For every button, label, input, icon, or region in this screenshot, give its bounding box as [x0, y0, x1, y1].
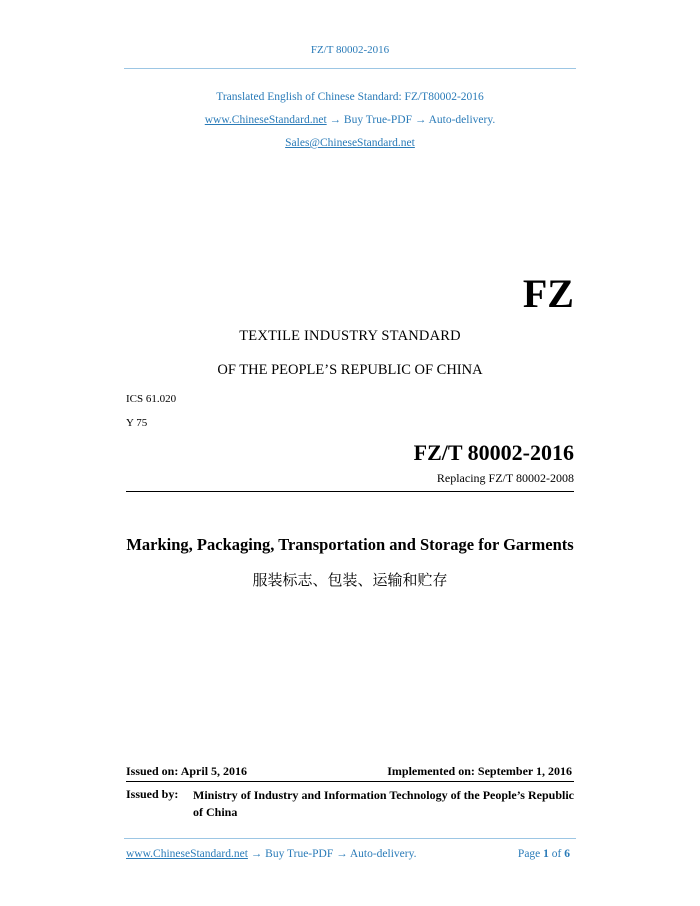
- translation-notice: Translated English of Chinese Standard: FZ/T80002-2016: [216, 91, 484, 103]
- document-title-en: Marking, Packaging, Transportation and Storage for Garments: [126, 535, 574, 554]
- page-current: 1: [543, 848, 549, 860]
- email-link[interactable]: Sales@ChineseStandard.net: [285, 137, 415, 149]
- email-row: [0, 137, 700, 149]
- footer-delivery-text: → Buy True-PDF → Auto-delivery.: [250, 848, 417, 860]
- implemented-on: Implemented on: September 1, 2016: [387, 764, 572, 778]
- translation-links: [0, 114, 700, 126]
- classification-code: Y 75: [126, 417, 148, 429]
- page-indicator: [518, 848, 570, 860]
- issued-by-authority: Ministry of Industry and Information Technology of the People’s Republic of China: [193, 788, 574, 819]
- ics-number: ICS 61.020: [126, 393, 177, 405]
- delivery-text: → Buy True-PDF → Auto-delivery.: [329, 114, 496, 126]
- page-of: of: [551, 848, 562, 860]
- footer-divider: [124, 838, 576, 839]
- standard-code: FZ/T 80002-2016: [413, 440, 574, 465]
- fz-logo-text: FZ: [522, 271, 574, 316]
- website-link[interactable]: www.ChineseStandard.net: [204, 114, 327, 126]
- standard-type-line2: OF THE PEOPLE’S REPUBLIC OF CHINA: [217, 362, 483, 378]
- footer-website-link[interactable]: www.ChineseStandard.net: [126, 848, 248, 860]
- issue-divider: [126, 781, 574, 782]
- footer-links: [126, 848, 416, 860]
- document-title-cn: 服装标志、包装、运输和贮存: [252, 571, 448, 589]
- code-divider: [126, 491, 574, 492]
- header-divider: [124, 68, 576, 69]
- standard-type-line1: TEXTILE INDUSTRY STANDARD: [239, 328, 461, 344]
- issued-by-label: Issued by:: [126, 787, 179, 801]
- page-total: 6: [564, 848, 570, 860]
- page-label: Page: [517, 848, 541, 860]
- header-standard-code: FZ/T 80002-2016: [310, 44, 390, 56]
- issued-on: Issued on: April 5, 2016: [126, 764, 248, 778]
- replacing-code: Replacing FZ/T 80002-2008: [436, 471, 574, 485]
